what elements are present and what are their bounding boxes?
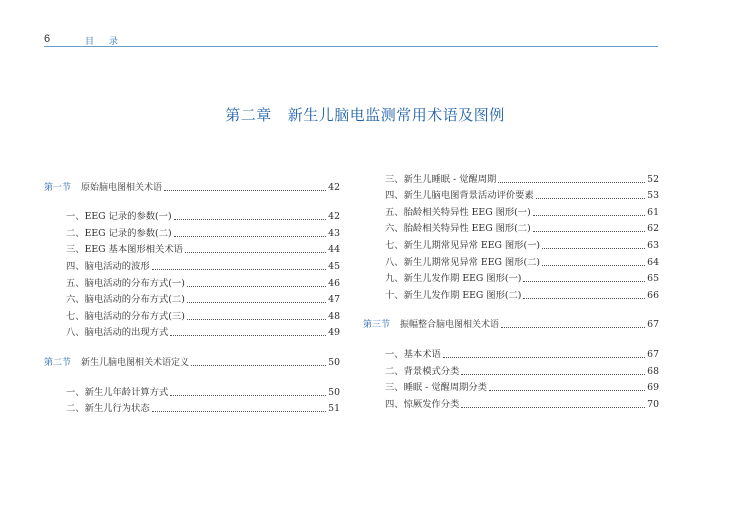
toc-item-text: 三、睡眠 - 觉醒周期分类 <box>385 382 488 394</box>
toc-item-text: 一、新生儿年龄计算方式 <box>66 386 169 398</box>
toc-item-text: 五、胎龄相关特异性 EEG 图形(一) <box>385 206 531 218</box>
toc-section-2[interactable] <box>44 352 340 369</box>
leader-dots <box>461 374 645 375</box>
leader-dots <box>536 198 645 199</box>
section-label: 第一节 <box>44 182 72 193</box>
leader-dots <box>523 281 645 282</box>
toc-item[interactable] <box>44 240 340 257</box>
toc-item[interactable] <box>44 290 340 307</box>
leader-dots <box>187 319 326 320</box>
toc-item-text: 四、新生儿脑电图背景活动评价要素 <box>385 190 534 202</box>
leader-dots <box>185 252 326 253</box>
toc-left-column <box>44 177 340 415</box>
chapter-label: 第二章 <box>225 106 272 124</box>
toc-item-page: 70 <box>647 398 659 410</box>
toc-item[interactable] <box>44 207 340 224</box>
leader-dots <box>443 357 645 358</box>
toc-item-page: 50 <box>328 386 340 398</box>
toc-item-page: 46 <box>328 277 340 289</box>
toc-item-page: 47 <box>328 294 340 306</box>
toc-item[interactable] <box>363 394 659 411</box>
leader-dots <box>533 215 645 216</box>
chapter-title: 新生儿脑电监测常用术语及图例 <box>287 106 505 124</box>
page-number: 6 <box>44 33 51 45</box>
toc-item[interactable] <box>44 256 340 273</box>
toc-item[interactable] <box>363 202 659 219</box>
toc-item-page: 48 <box>328 310 340 322</box>
toc-item[interactable] <box>44 382 340 399</box>
toc-item-text: 三、EEG 基本图形相关术语 <box>66 244 183 256</box>
toc-item-page: 67 <box>647 348 659 360</box>
toc-item-text: 四、惊厥发作分类 <box>385 398 460 410</box>
leader-dots <box>191 365 326 366</box>
section-name: 新生儿脑电图相关术语定义 <box>81 357 190 368</box>
section-name: 原始脑电图相关术语 <box>81 182 163 193</box>
toc-item-text: 二、新生儿行为状态 <box>66 403 150 415</box>
toc-item-text: 一、EEG 记录的参数(一) <box>66 211 172 223</box>
leader-dots <box>170 335 326 336</box>
toc-item-text: 八、脑电活动的出现方式 <box>66 327 169 339</box>
toc-item-page: 42 <box>328 211 340 223</box>
toc-item-page: 51 <box>328 403 340 415</box>
toc-item-text: 二、EEG 记录的参数(二) <box>66 227 172 239</box>
toc-item-text: 六、脑电活动的分布方式(二) <box>66 294 185 306</box>
leader-dots <box>542 248 645 249</box>
leader-dots <box>461 407 645 408</box>
toc-item-text: 三、新生儿睡眠 - 觉醒周期 <box>385 173 497 185</box>
leader-dots <box>533 231 645 232</box>
section-page: 67 <box>647 319 659 331</box>
toc-item[interactable] <box>363 235 659 252</box>
toc-item[interactable] <box>44 223 340 240</box>
toc-item-text: 四、脑电活动的波形 <box>66 260 150 272</box>
toc-item-text: 八、新生儿期常见异常 EEG 图形(二) <box>385 256 541 268</box>
toc-item-page: 43 <box>328 227 340 239</box>
toc-item[interactable] <box>363 186 659 203</box>
leader-dots <box>170 395 326 396</box>
toc-item[interactable] <box>363 285 659 302</box>
toc-item-page: 61 <box>647 206 659 218</box>
toc-item-text: 五、脑电活动的分布方式(一) <box>66 277 185 289</box>
toc-item-text: 七、新生儿期常见异常 EEG 图形(一) <box>385 239 541 251</box>
toc-item[interactable] <box>363 252 659 269</box>
toc-item[interactable] <box>44 273 340 290</box>
toc-item[interactable] <box>44 323 340 340</box>
leader-dots <box>152 411 326 412</box>
section-name: 振幅整合脑电图相关术语 <box>400 320 500 331</box>
running-header-title: 目 录 <box>85 37 124 47</box>
toc-item-page: 62 <box>647 223 659 235</box>
leader-dots <box>523 298 645 299</box>
toc-item-page: 49 <box>328 327 340 339</box>
toc-section-3[interactable] <box>363 315 659 332</box>
leader-dots <box>187 286 326 287</box>
toc-item-text: 一、基本术语 <box>385 348 441 360</box>
toc-item[interactable] <box>44 399 340 416</box>
leader-dots <box>174 219 327 220</box>
toc-item-text: 六、胎龄相关特异性 EEG 图形(二) <box>385 223 531 235</box>
section-page: 42 <box>328 181 340 193</box>
toc-item-page: 66 <box>647 289 659 301</box>
toc-section-1[interactable] <box>44 177 340 194</box>
toc-item-page: 52 <box>647 173 659 185</box>
toc-item[interactable] <box>44 306 340 323</box>
section-label: 第三节 <box>363 320 391 331</box>
toc-item-page: 65 <box>647 273 659 285</box>
toc-item-text: 九、新生儿发作期 EEG 图形(一) <box>385 273 522 285</box>
toc-item-text: 二、背景模式分类 <box>385 365 460 377</box>
toc-item[interactable] <box>363 269 659 286</box>
toc-item-page: 69 <box>647 382 659 394</box>
toc-item[interactable] <box>363 169 659 186</box>
toc-item-page: 45 <box>328 260 340 272</box>
toc-item-page: 44 <box>328 244 340 256</box>
leader-dots <box>501 327 645 328</box>
header-rule <box>44 46 658 47</box>
toc-item-page: 53 <box>647 190 659 202</box>
toc-item[interactable] <box>363 344 659 361</box>
toc-item-page: 63 <box>647 239 659 251</box>
toc-item[interactable] <box>363 361 659 378</box>
leader-dots <box>498 182 645 183</box>
leader-dots <box>187 302 326 303</box>
toc-item-page: 68 <box>647 365 659 377</box>
leader-dots <box>489 390 645 391</box>
toc-right-column <box>363 169 659 411</box>
toc-item[interactable] <box>363 378 659 395</box>
toc-item-page: 64 <box>647 256 659 268</box>
section-page: 50 <box>328 356 340 368</box>
chapter-heading <box>0 104 730 125</box>
section-label: 第二节 <box>44 357 72 368</box>
toc-item-text: 七、脑电活动的分布方式(三) <box>66 310 185 322</box>
leader-dots <box>174 236 327 237</box>
leader-dots <box>164 190 326 191</box>
leader-dots <box>152 269 326 270</box>
toc-item-text: 十、新生儿发作期 EEG 图形(二) <box>385 289 522 301</box>
leader-dots <box>542 265 645 266</box>
toc-item[interactable] <box>363 219 659 236</box>
